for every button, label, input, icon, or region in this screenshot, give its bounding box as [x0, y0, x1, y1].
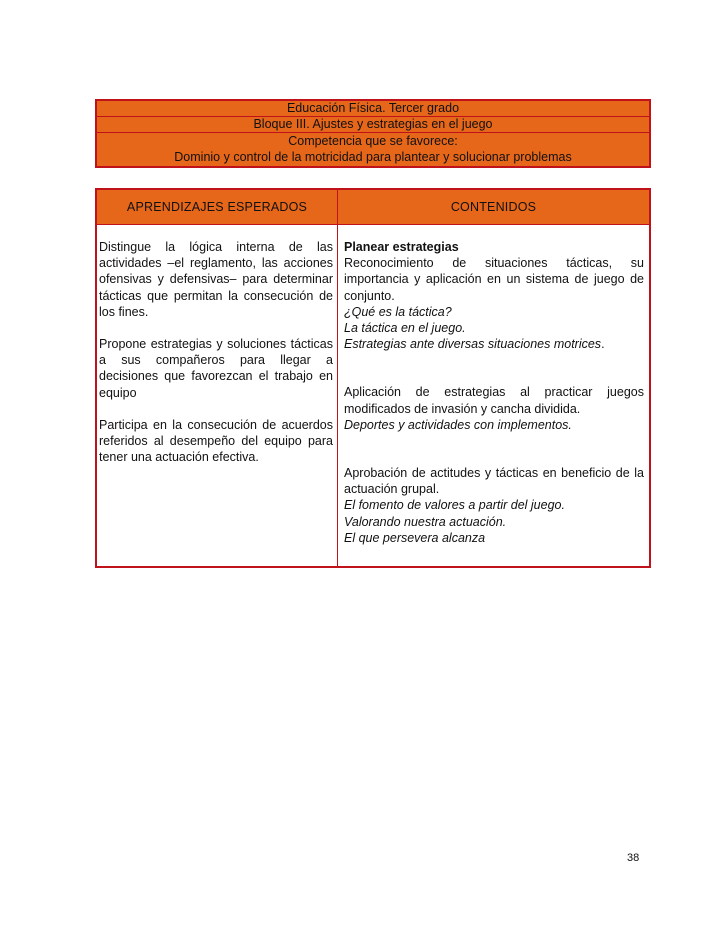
contenidos-cell: [338, 225, 651, 568]
contenido-subtopic-line: [344, 336, 644, 352]
aprendizaje-item: Participa en la consecución de acuerdos referidos al desempeño del equipo para tener una actuación efectiva.: [99, 417, 333, 465]
aprendizaje-item: Distingue la lógica interna de las actividades –el reglamento, las acciones ofensivas y defensivas– para determinar tácticas que permitan la consecución de los fines.: [99, 240, 333, 319]
contenido-subtopic: El que persevera alcanza: [344, 530, 486, 545]
contenido-text: Aprobación de actitudes y tácticas en beneficio de la actuación grupal.: [344, 466, 644, 497]
contenido-text: Aplicación de estrategias al practicar juegos modificados de invasión y cancha dividida.: [344, 385, 644, 416]
col-header-contenidos: CONTENIDOS: [338, 189, 651, 225]
contenido-text: Reconocimiento de situaciones tácticas, su importancia y aplicación en un sistema de juego de conjunto.: [344, 256, 644, 303]
header-title: Educación Física. Tercer grado: [96, 100, 650, 117]
aprendizaje-item: Propone estrategias y soluciones tácticas a sus compañeros para llegar a decisiones que favorezcan el trabajo en equipo: [99, 337, 333, 400]
competencia-text: Dominio y control de la motricidad para plantear y solucionar problemas: [174, 150, 572, 164]
col-header-aprendizajes: APRENDIZAJES ESPERADOS: [96, 189, 338, 225]
contenido-subtopic: Valorando nuestra actuación.: [344, 514, 507, 529]
page-number: 38: [627, 852, 640, 864]
contenido-subtopic: Estrategias ante diversas situaciones motrices: [344, 337, 602, 352]
aprendizajes-cell: [96, 225, 338, 568]
subtopic-period: .: [601, 337, 605, 352]
header-competencia: [96, 133, 650, 168]
content-table: [95, 188, 651, 568]
contenido-title: Planear estrategias: [344, 240, 459, 254]
contenido-subtopic: ¿Qué es la táctica?: [344, 304, 452, 319]
contenido-subtopic: Deportes y actividades con implementos.: [344, 417, 572, 432]
competencia-label: Competencia que se favorece:: [288, 134, 458, 148]
contenido-subtopic: La táctica en el juego.: [344, 321, 466, 336]
header-table: [95, 99, 651, 168]
contenido-subtopic: El fomento de valores a partir del juego.: [344, 498, 565, 513]
header-block: Bloque III. Ajustes y estrategias en el juego: [96, 117, 650, 133]
